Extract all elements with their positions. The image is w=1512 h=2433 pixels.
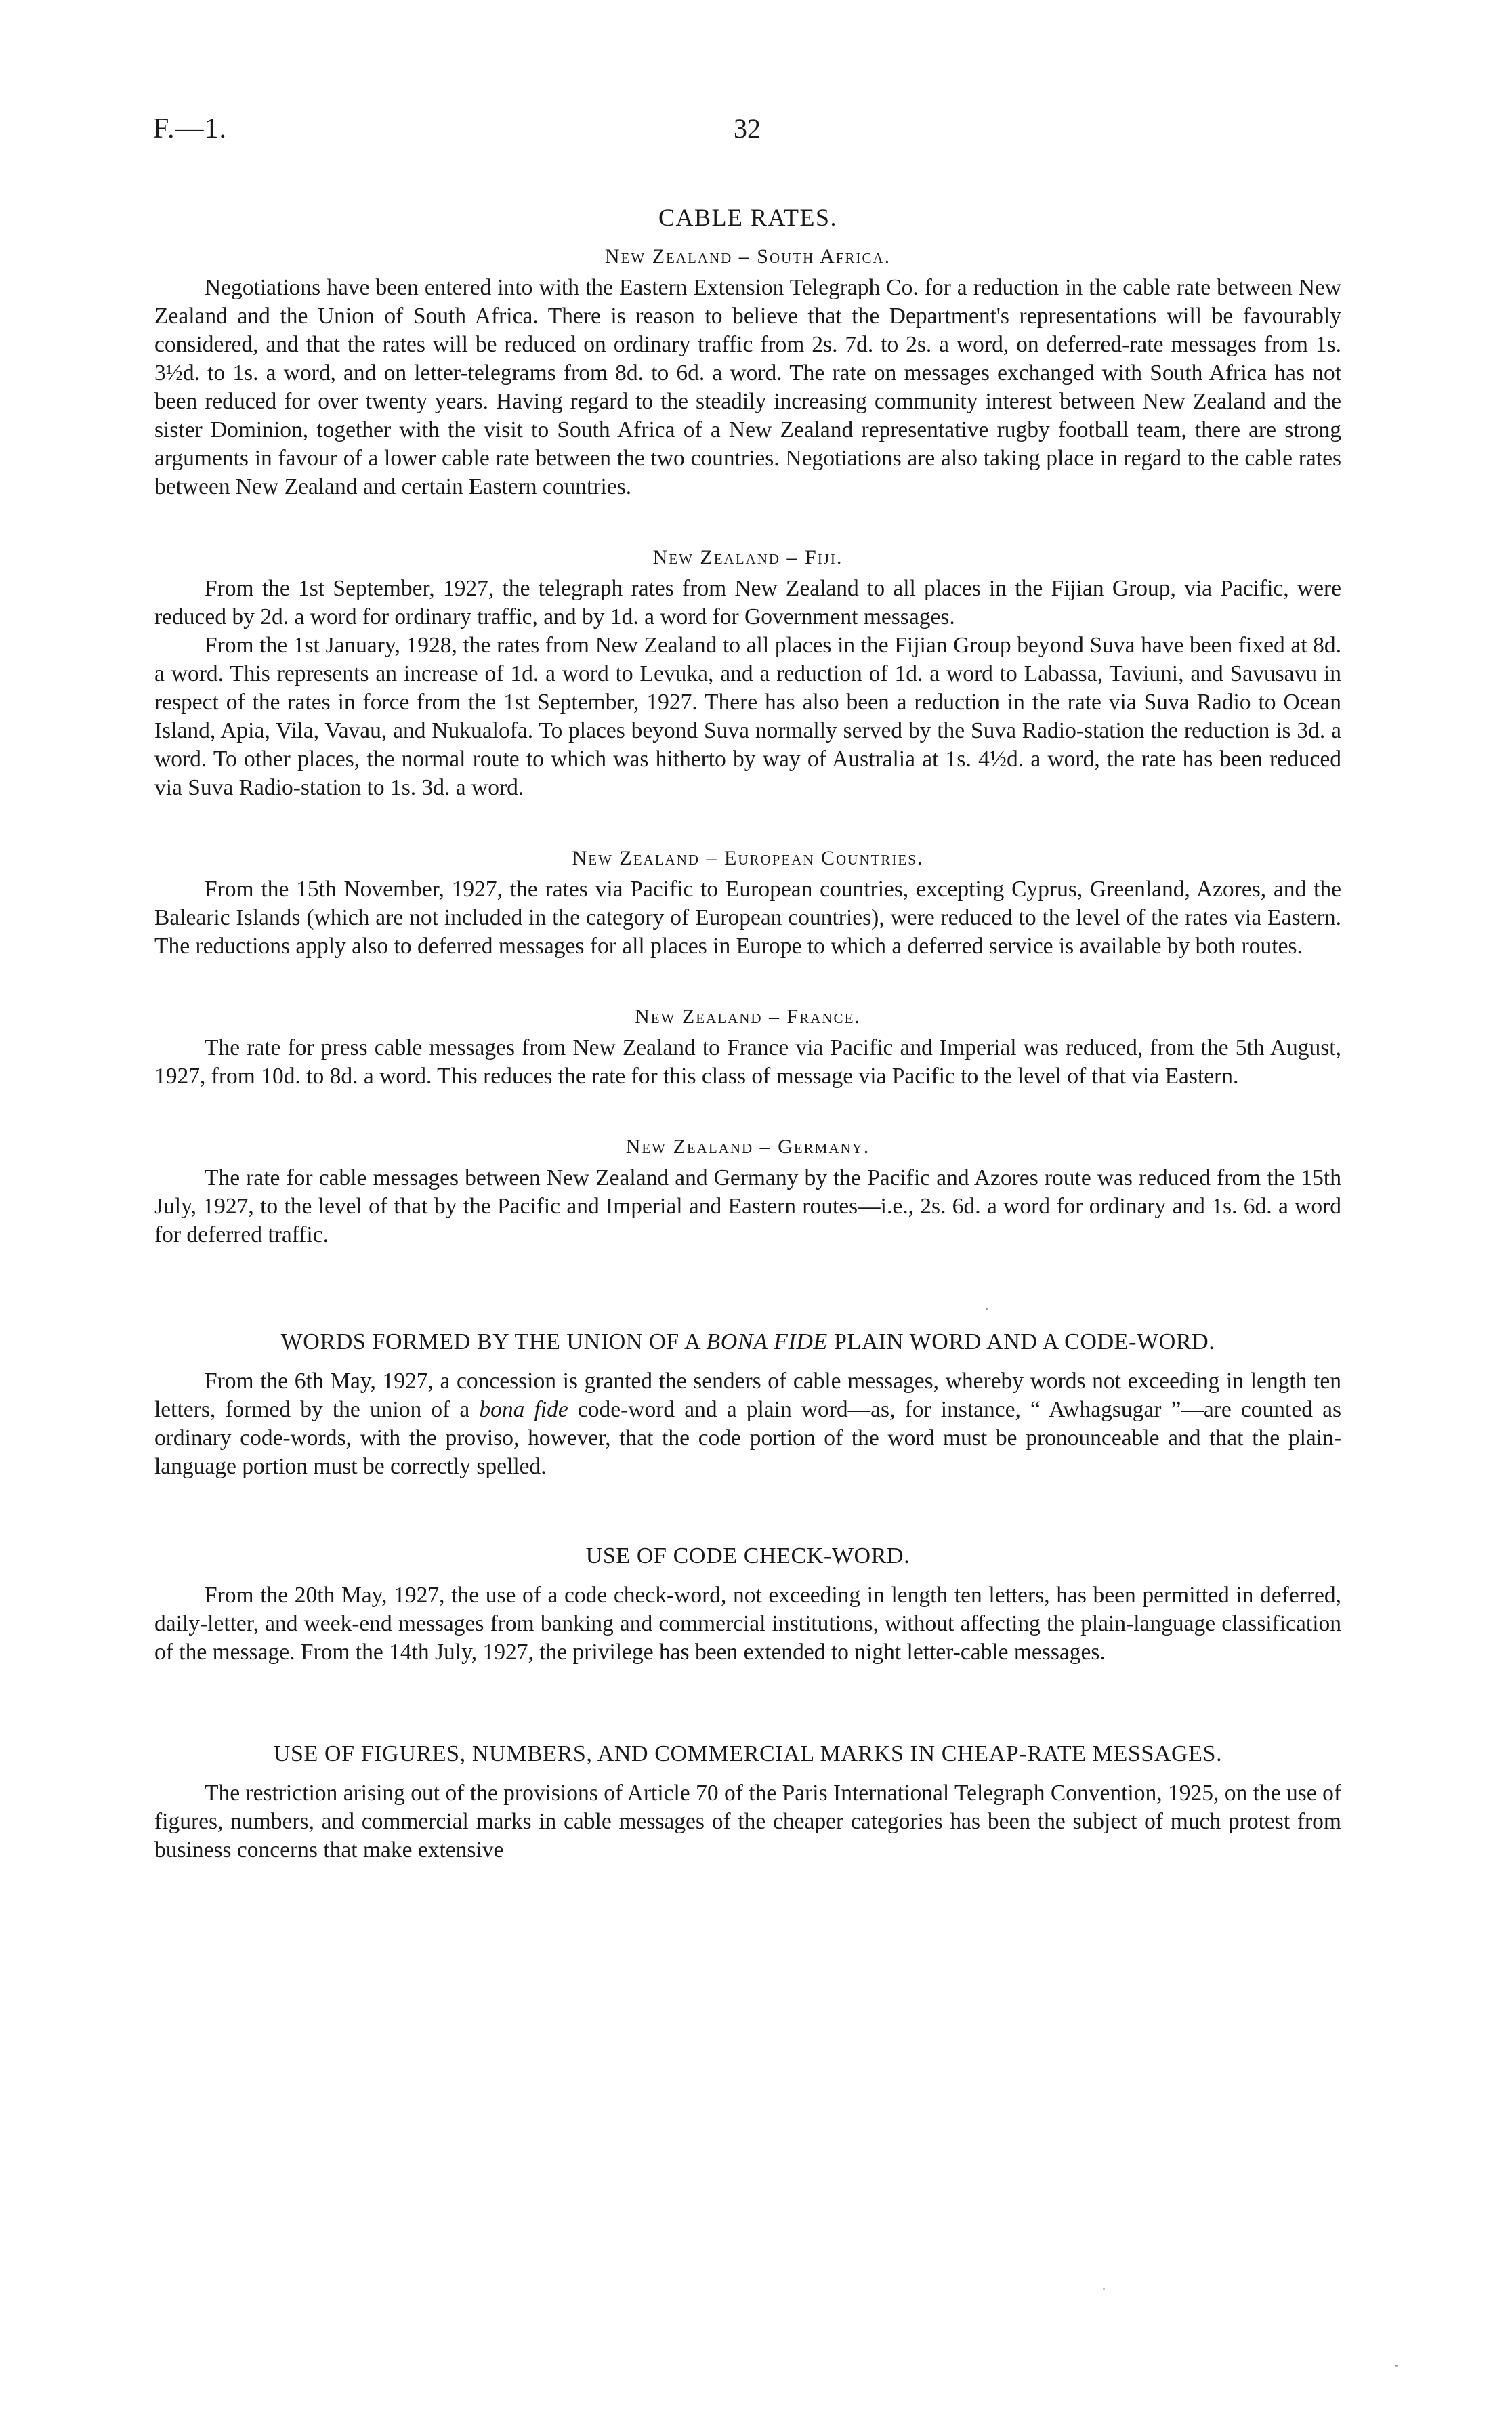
cable-rates-section: [154, 203, 1341, 1249]
subsection-title: New Zealand – Germany.: [625, 1136, 870, 1158]
page-number: 32: [734, 113, 761, 144]
paragraph: From the 15th November, 1927, the rates via Pacific to European countries, excepting Cyprus, Greenland, Azores, and the Balearic Islands (which are not included in the category of European countries), were reduced to the level of the rates via Eastern. The reductions apply also to deferred messages for all places in Europe to which a deferred service is available by both routes.: [154, 877, 1341, 959]
page-body: [154, 203, 1341, 1865]
south-africa-subsection: [154, 245, 1341, 501]
title-italic: BONA FIDE: [706, 1329, 828, 1354]
paragraph: The restriction arising out of the provisions of Article 70 of the Paris International Telegraph Convention, 1925, on the use of figures, numbers, and commercial marks in cable messages of the cheaper categories has been the subject of much protest from business concerns that make extensive: [154, 1781, 1341, 1863]
title-text: PLAIN WORD AND A CODE-WORD.: [827, 1329, 1215, 1354]
figures-section: [154, 1741, 1341, 1865]
paragraph-text: From the 6th May, 1927, a concession is granted the senders of cable messages, whereby words not exceeding in length ten letters, formed by the union of a: [154, 1369, 1341, 1422]
european-countries-subsection: [154, 847, 1341, 961]
france-subsection: [154, 1005, 1341, 1091]
fiji-subsection: [154, 546, 1341, 802]
paragraph-italic: bona fide: [479, 1397, 568, 1422]
subsection-title: New Zealand – European Countries.: [572, 847, 924, 869]
paragraph: The rate for cable messages between New Zealand and Germany by the Pacific and Azores route was reduced from the 15th July, 1927, to the level of that by the Pacific and Imperial and Eastern routes—i.e., 2s. 6d. a word for ordinary and 1s. 6d. a word for deferred traffic.: [154, 1165, 1341, 1247]
scan-speck: [986, 1308, 988, 1310]
paragraph-text: code-word and a plain word—as, for instance, “ Awhagsugar ”—are counted as ordinary code-words, with the proviso, however, that the code portion of the word must be pronounceable and that the plain-language portion must be correctly spelled.: [154, 1397, 1342, 1479]
title-text: WORDS FORMED BY THE UNION OF A: [280, 1329, 707, 1354]
paragraph: From the 20th May, 1927, the use of a code check-word, not exceeding in length ten letters, has been permitted in deferred, daily-letter, and week-end messages from banking and commercial institutions, without affecting the plain-language classification of the message. From the 14th July, 1927, the privilege has been extended to night letter-cable messages.: [154, 1583, 1341, 1665]
bona-fide-section: [154, 1329, 1341, 1481]
cable-rates-title: CABLE RATES.: [658, 204, 838, 231]
figures-title: USE OF FIGURES, NUMBERS, AND COMMERCIAL MARKS IN CHEAP-RATE MESSAGES.: [273, 1741, 1223, 1766]
scan-speck: [1395, 2365, 1398, 2367]
page-header: [0, 0, 1512, 163]
germany-subsection: [154, 1136, 1341, 1249]
subsection-title: New Zealand – Fiji.: [652, 546, 843, 568]
check-word-title: USE OF CODE CHECK-WORD.: [585, 1543, 910, 1568]
paragraph: The rate for press cable messages from New Zealand to France via Pacific and Imperial was reduced, from the 5th August, 1927, from 10d. to 8d. a word. This reduces the rate for this class of message via Pacific to the level of that via Eastern.: [154, 1035, 1341, 1089]
paragraph: From the 1st September, 1927, the telegraph rates from New Zealand to all places in the Fijian Group, via Pacific, were reduced by 2d. a word for ordinary traffic, and by 1d. a word for Government messages.: [154, 576, 1341, 629]
subsection-title: New Zealand – France.: [635, 1005, 861, 1028]
document-reference: F.—1.: [153, 113, 227, 144]
paragraph: From the 1st January, 1928, the rates from New Zealand to all places in the Fijian Group beyond Suva have been fixed at 8d. a word. This represents an increase of 1d. a word to Levuka, and a reduction of 1d. a word to Labassa, Taviuni, and Savusavu in respect of the rates in force from the 1st September, 1927. There has also been a reduction in the rate via Suva Radio to Ocean Island, Apia, Vila, Vavau, and Nukualofa. To places beyond Suva normally served by the Suva Radio-station the reduction is 3d. a word. To other places, the normal route to which was hitherto by way of Australia at 1s. 4½d. a word, the rate has been reduced via Suva Radio-station to 1s. 3d. a word.: [154, 633, 1341, 800]
bona-fide-title: [154, 1329, 1341, 1355]
subsection-title: New Zealand – South Africa.: [604, 245, 891, 268]
paragraph: Negotiations have been entered into with the Eastern Extension Telegraph Co. for a reduction in the cable rate between New Zealand and the Union of South Africa. There is reason to believe that the Department's representations will be favourably considered, and that the rates will be reduced on ordinary traffic from 2s. 7d. to 2s. a word, on deferred-rate messages from 1s. 3½d. to 1s. a word, and on letter-telegrams from 8d. to 6d. a word. The rate on messages exchanged with South Africa has not been reduced for over twenty years. Having regard to the steadily increasing community interest between New Zealand and the sister Dominion, together with the visit to South Africa of a New Zealand representative rugby football team, there are strong arguments in favour of a lower cable rate between the two countries. Negotiations are also taking place in regard to the cable rates between New Zealand and certain Eastern countries.: [154, 275, 1341, 499]
check-word-section: [154, 1543, 1341, 1667]
scan-speck: [1103, 2288, 1105, 2290]
paragraph: [154, 1367, 1341, 1481]
